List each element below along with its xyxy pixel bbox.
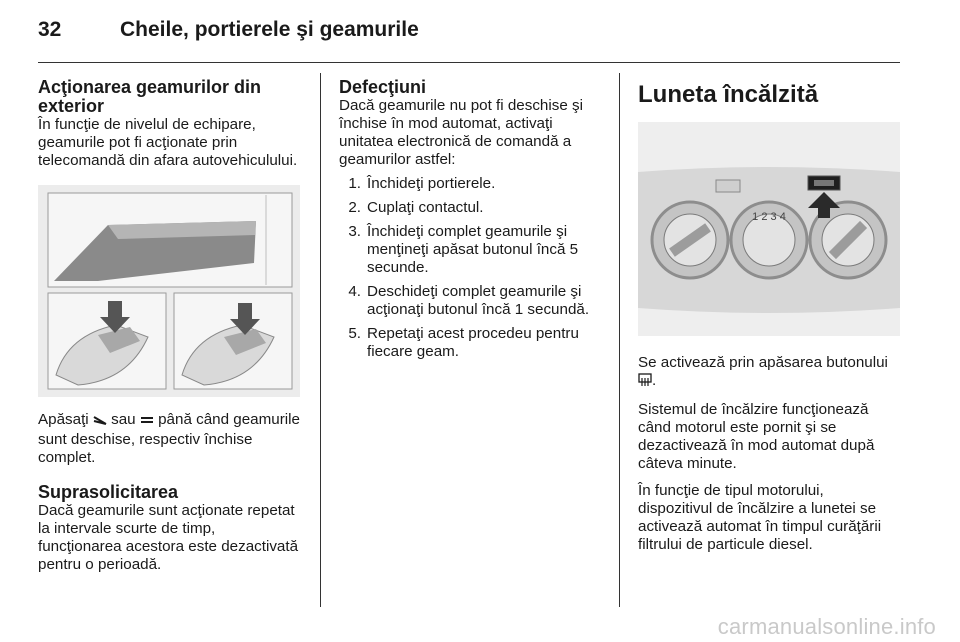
svg-text:1 2 3 4: 1 2 3 4: [752, 211, 786, 223]
section-title-heated-rear-window: Luneta încălzită: [638, 81, 819, 108]
page-number: 32: [38, 18, 62, 41]
paragraph-exterior-windows: În funcţie de nivelul de echipare, geamurile pot fi acţionate prin telecomandă din afara autovehiculului.: [38, 116, 298, 169]
steps-list: [339, 175, 607, 361]
list-item: 4. Deschideţi complet geamurile şi acţionaţi butonul încă 1 secundă.: [348, 283, 590, 318]
section-title-faults: Defecţiuni: [339, 77, 427, 97]
paragraph-activation: Se activează prin apăsarea butonului .: [638, 354, 900, 392]
rear-window-heater-icon: [638, 373, 652, 392]
climate-panel-illustration: [638, 122, 900, 336]
paragraph-diesel-filter: În funcţie de tipul motorului, dispozitivul de încălzire a lunetei se activează automat în timpul curăţării filtrului de particule diesel.: [638, 482, 882, 553]
key-fob-figure: [38, 185, 300, 397]
list-item: 5. Repetaţi acest procedeu pentru fiecare geam.: [348, 325, 579, 360]
column-middle: [339, 78, 607, 367]
column-divider: [320, 73, 321, 607]
window-close-icon: [140, 413, 154, 431]
list-item: 1. Închideţi portierele.: [348, 175, 496, 192]
paragraph-buttons: Apăsaţi sau până când geamurile sunt deschise, respectiv închise complet.: [38, 411, 300, 466]
page-header: [38, 18, 419, 48]
column-left: [38, 78, 300, 574]
column-right: [638, 78, 900, 554]
paragraph-faults-intro: Dacă geamurile nu pot fi deschise şi închise în mod automat, activaţi unitatea electronică de comandă a geamurilor astfel:: [339, 97, 583, 168]
list-item: 3. Închideţi complet geamurile şi menţineţi apăsat butonul încă 5 secunde.: [348, 223, 579, 276]
header-rule: [38, 62, 900, 63]
paragraph-heater-operation: Sistemul de încălzire funcţionează când motorul este pornit şi se dezactivează în mod automat după câteva minute.: [638, 401, 875, 472]
section-title-exterior-windows: Acţionarea geamurilor din exterior: [38, 77, 262, 116]
list-item: 2. Cuplaţi contactul.: [348, 199, 484, 216]
watermark: carmanualsonline.info: [717, 614, 936, 639]
window-open-icon: [93, 413, 107, 431]
paragraph-overload: Dacă geamurile sunt acţionate repetat la intervale scurte de timp, funcţionarea acestora este dezactivată pentru o perioadă.: [38, 502, 299, 573]
section-title-overload: Suprasolicitarea: [38, 482, 179, 502]
chapter-title: Cheile, portierele şi geamurile: [120, 18, 419, 41]
climate-panel-figure: [638, 122, 900, 336]
column-divider: [619, 73, 620, 607]
key-fob-illustration: [38, 185, 300, 397]
